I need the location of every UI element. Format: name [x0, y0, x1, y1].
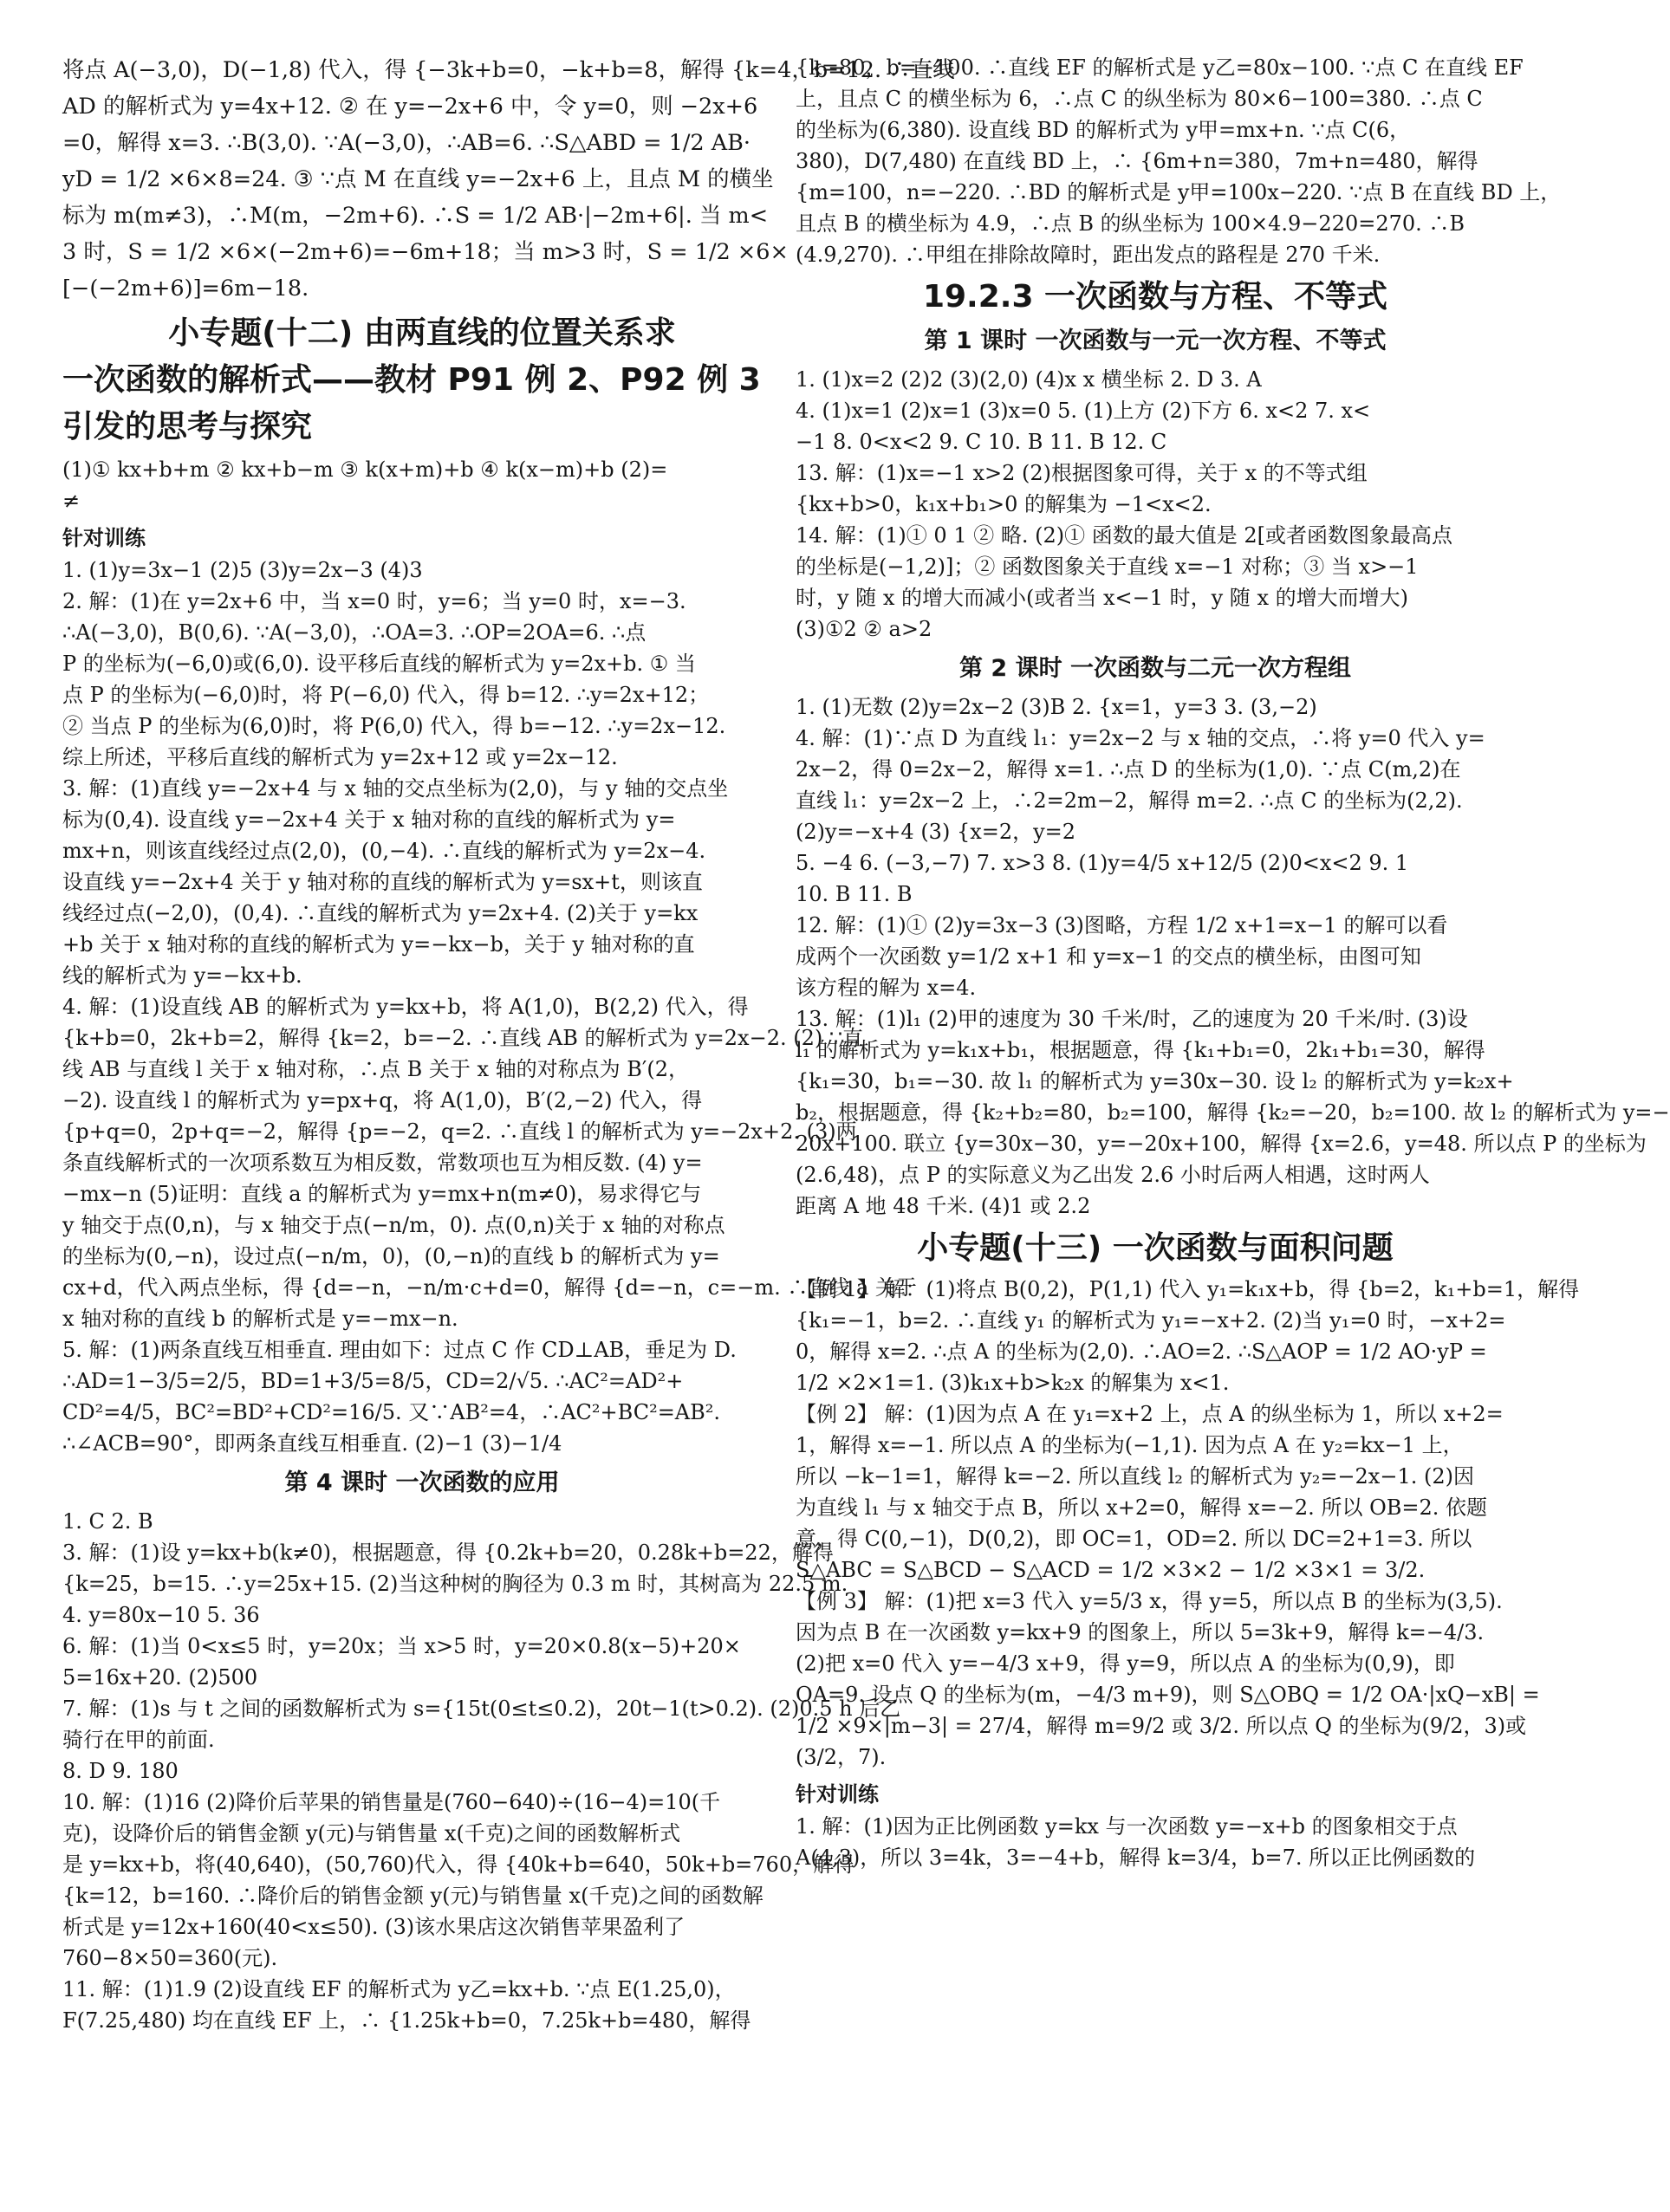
text-line: 3 时，S = 1/2 ×6×(−2m+6)=−6m+18；当 m>3 时，S = 1/2 ×6×: [62, 239, 789, 265]
text-line: 的坐标是(−1,2)]；② 函数图象关于直线 x=−1 对称；③ 当 x>−1: [796, 555, 1419, 579]
text-line: 点 P 的坐标为(−6,0)时，将 P(−6,0) 代入，得 b=12. ∴y=2x+12；: [62, 683, 710, 707]
text-line: {k₁=30，b₁=−30. 故 l₁ 的解析式为 y=30x−30. 设 l₂ 的解析式为 y=k₂x+: [796, 1069, 1514, 1093]
text-line: 直线 l₁：y=2x−2 上，∴2=2m−2，解得 m=2. ∴点 C 的坐标为(2,2).: [796, 788, 1463, 813]
right-intro: [796, 52, 1562, 270]
text-line: 是 y=kx+b，将(40,640)，(50,760)代入，得 {40k+b=640，50k+b=760，解得: [62, 1852, 855, 1877]
text-line: l₁ 的解析式为 y=k₁x+b₁，根据题意，得 {k₁+b₁=0，2k₁+b₁=30，解得: [796, 1038, 1485, 1062]
text-line: mx+n，则该直线经过点(2,0)，(0,−4). ∴直线的解析式为 y=2x−4.: [62, 839, 706, 863]
text-line: 克)，设降价后的销售金额 y(元)与销售量 x(千克)之间的函数解析式: [62, 1821, 681, 1845]
text-line: {k=12，b=160. ∴降价后的销售金额 y(元)与销售量 x(千克)之间的函数解: [62, 1884, 764, 1908]
text-line: 4. 解：(1)∵点 D 为直线 l₁：y=2x−2 与 x 轴的交点，∴将 y=0 代入 y=: [796, 726, 1485, 750]
topic13-examples: [796, 1274, 1580, 1773]
text-line: 1. (1)y=3x−1 (2)5 (3)y=2x−3 (4)3: [62, 558, 423, 582]
text-line: +b 关于 x 轴对称的直线的解析式为 y=−kx−b，关于 y 轴对称的直: [62, 932, 695, 957]
text-line: A(4,3)，所以 3=4k，3=−4+b，解得 k=3/4，b=7. 所以正比例函数的: [796, 1845, 1476, 1870]
text-line: 意，得 C(0,−1)，D(0,2)，即 OC=1，OD=2. 所以 DC=2+1=3. 所以: [796, 1527, 1472, 1551]
text-line: 10. 解：(1)16 (2)降价后苹果的销售量是(760−640)÷(16−4)=10(千: [62, 1790, 721, 1814]
text-line: ≠: [62, 489, 81, 513]
text-line: ② 当点 P 的坐标为(6,0)时，将 P(6,0) 代入，得 b=−12. ∴y=2x−12.: [62, 714, 726, 738]
text-line: P 的坐标为(−6,0)或(6,0). 设平移后直线的解析式为 y=2x+b. ① 当: [62, 652, 696, 676]
text-line: 1，解得 x=−1. 所以点 A 的坐标为(−1,1). 因为点 A 在 y₂=kx−1 上，: [796, 1433, 1464, 1457]
topic12-answers: [62, 454, 782, 516]
text-line: cx+d，代入两点坐标，得 {d=−n，−n/m·c+d=0，解得 {d=−n，c=−m. ∴直线 a 关于: [62, 1275, 917, 1300]
text-line: 骑行在甲的前面.: [62, 1728, 215, 1752]
lesson1-answers: [796, 364, 1515, 645]
text-line: (3)①2 ② a>2: [796, 617, 932, 641]
section-title-line: 引发的思考与探究: [62, 409, 313, 444]
text-line: 1/2 ×9×|m−3| = 27/4，解得 m=9/2 或 3/2. 所以点 Q 的坐标为(9/2，3)或: [796, 1714, 1527, 1738]
text-line: (4.9,270). ∴甲组在排除故障时，距出发点的路程是 270 千米.: [796, 243, 1381, 267]
lesson4-title: 第 4 课时 一次函数的应用: [284, 1469, 560, 1496]
left-intro: [62, 52, 955, 307]
text-line: F(7.25,480) 均在直线 EF 上，∴ {1.25k+b=0，7.25k+b=480，解得: [62, 2008, 751, 2033]
text-line: AD 的解析式为 y=4x+12. ② 在 y=−2x+6 中，令 y=0，则 −2x+6: [62, 94, 758, 120]
text-line: ∴AD=1−3/5=2/5，BD=1+3/5=8/5，CD=2/√5. ∴AC²=AD²+: [62, 1369, 684, 1393]
text-line: 为直线 l₁ 与 x 轴交于点 B，所以 x+2=0，解得 x=−2. 所以 OB=2. 依题: [796, 1495, 1488, 1520]
text-line: b₂，根据题意，得 {k₂+b₂=80，b₂=100，解得 {k₂=−20，b₂=100. 故 l₂ 的解析式为 y=−: [796, 1100, 1670, 1125]
right-column: [796, 52, 1670, 1878]
text-line: 13. 解：(1)l₁ (2)甲的速度为 30 千米/时，乙的速度为 20 千米/时. (3)设: [796, 1007, 1468, 1031]
text-line: 且点 B 的横坐标为 4.9，∴点 B 的纵坐标为 100×4.9−220=270. ∴B: [796, 211, 1465, 236]
text-line: 因为点 B 在一次函数 y=kx+9 的图象上，所以 5=3k+9，解得 k=−4/3.: [796, 1620, 1485, 1644]
text-line: {p+q=0，2p+q=−2，解得 {p=−2，q=2. ∴直线 l 的解析式为 y=−2x+2. (3)两: [62, 1119, 857, 1144]
text-line: CD²=4/5，BC²=BD²+CD²=16/5. 又∵AB²=4，∴AC²+BC²=AB².: [62, 1400, 721, 1424]
text-line: y 轴交于点(0,n)，与 x 轴交于点(−n/m，0). 点(0,n)关于 x 轴的对称点: [62, 1213, 725, 1237]
text-line: =0，解得 x=3. ∴B(3,0). ∵A(−3,0)，∴AB=6. ∴S△ABD = 1/2 AB·: [62, 130, 751, 156]
text-line: 1. C 2. B: [62, 1509, 153, 1534]
text-line: 7. 解：(1)s 与 t 之间的函数解析式为 s={15t(0≤t≤0.2)，20t−1(t>0.2). (2)0.5 h 后乙: [62, 1696, 901, 1721]
lesson2-title: 第 2 课时 一次函数与二元一次方程组: [959, 655, 1351, 682]
text-line: S△ABC = S△BCD − S△ACD = 1/2 ×3×2 − 1/2 ×3×1 = 3/2.: [796, 1558, 1426, 1582]
text-line: 11. 解：(1)1.9 (2)设直线 EF 的解析式为 y乙=kx+b. ∵点 E(1.25,0)，: [62, 1977, 736, 2001]
text-line: 5. −4 6. (−3,−7) 7. x>3 8. (1)y=4/5 x+12/5 (2)0<x<2 9. 1: [796, 851, 1409, 875]
text-line: 【例 2】 解：(1)因为点 A 在 y₁=x+2 上，点 A 的纵坐标为 1，所以 x+2=: [796, 1402, 1504, 1426]
text-line: 上，且点 C 的横坐标为 6，∴点 C 的纵坐标为 80×6−100=380. ∴点 C: [796, 87, 1483, 111]
text-line: 1. (1)无数 (2)y=2x−2 (3)B 2. {x=1，y=3 3. (3,−2): [796, 695, 1317, 719]
text-line: 时，y 随 x 的增大而减小(或者当 x<−1 时，y 随 x 的增大而增大): [796, 586, 1408, 610]
text-line: 线的解析式为 y=−kx+b.: [62, 963, 302, 988]
text-line: {k=25，b=15. ∴y=25x+15. (2)当这种树的胸径为 0.3 m 时，其树高为 22.5 m.: [62, 1572, 848, 1596]
training-heading: 针对训练: [62, 526, 146, 550]
text-line: −2). 设直线 l 的解析式为 y=px+q，将 A(1,0)，B′(2,−2) 代入，得: [62, 1088, 703, 1112]
text-line: OA=9. 设点 Q 的坐标为(m，−4/3 m+9)，则 S△OBQ = 1/2 OA·|xQ−xB| =: [796, 1683, 1540, 1707]
text-line: −mx−n (5)证明：直线 a 的解析式为 y=mx+n(m≠0)，易求得它与: [62, 1182, 702, 1206]
text-line: {k+b=0，2k+b=2，解得 {k=2，b=−2. ∴直线 AB 的解析式为 y=2x−2. (2) ∵直: [62, 1026, 864, 1050]
text-line: 将点 A(−3,0)，D(−1,8) 代入，得 {−3k+b=0，−k+b=8，解得 {k=4，b=12. ∴直线: [62, 57, 955, 83]
text-line: 3. 解：(1)设 y=kx+b(k≠0)，根据题意，得 {0.2k+b=20，0.28k+b=22，解得: [62, 1541, 834, 1565]
text-line: 4. 解：(1)设直线 AB 的解析式为 y=kx+b，将 A(1,0)，B(2,2) 代入，得: [62, 995, 749, 1019]
text-line: 析式是 y=12x+160(40<x≤50). (3)该水果店这次销售苹果盈利了: [62, 1915, 686, 1939]
text-line: 线 AB 与直线 l 关于 x 轴对称，∴点 B 关于 x 轴的对称点为 B′(2，: [62, 1057, 689, 1081]
text-line: 5=16x+20. (2)500: [62, 1665, 258, 1690]
text-line: 条直线解析式的一次项系数互为相反数，常数项也互为相反数. (4) y=: [62, 1151, 703, 1175]
text-line: 成两个一次函数 y=1/2 x+1 和 y=x−1 的交点的横坐标，由图可知: [796, 944, 1421, 969]
training-heading: 针对训练: [796, 1782, 879, 1807]
text-line: 12. 解：(1)① (2)y=3x−3 (3)图略，方程 1/2 x+1=x−1 的解可以看: [796, 913, 1448, 937]
text-line: {m=100，n=−220. ∴BD 的解析式是 y甲=100x−220. ∵点 B 在直线 BD 上，: [796, 180, 1562, 204]
text-line: 13. 解：(1)x=−1 x>2 (2)根据图象可得，关于 x 的不等式组: [796, 461, 1368, 485]
lesson1-title: 第 1 课时 一次函数与一元一次方程、不等式: [924, 328, 1387, 354]
text-line: {kx+b>0，k₁x+b₁>0 的解集为 −1<x<2.: [796, 492, 1212, 516]
text-line: 1. 解：(1)因为正比例函数 y=kx 与一次函数 y=−x+b 的图象相交于点: [796, 1814, 1458, 1839]
lesson2-answers: [796, 691, 1670, 1222]
text-line: {k=80，b=−100. ∴直线 EF 的解析式是 y乙=80x−100. ∵点 C 在直线 EF: [796, 55, 1524, 80]
text-line: 0，解得 x=2. ∴点 A 的坐标为(2,0). ∴AO=2. ∴S△AOP = 1/2 AO·yP =: [796, 1340, 1487, 1364]
section-title-line: 一次函数的解析式——教材 P91 例 2、P92 例 3: [62, 362, 761, 398]
text-line: 所以 −k−1=1，解得 k=−2. 所以直线 l₂ 的解析式为 y₂=−2x−1. (2)因: [796, 1464, 1474, 1489]
text-line: 14. 解：(1)① 0 1 ② 略. (2)① 函数的最大值是 2[或者函数图象最高点: [796, 523, 1452, 548]
text-line: 标为(0,4). 设直线 y=−2x+4 关于 x 轴对称的直线的解析式为 y=: [62, 808, 676, 832]
text-line: 2. 解：(1)在 y=2x+6 中，当 x=0 时，y=6；当 y=0 时，x=−3.: [62, 589, 686, 613]
text-line: 2x−2，得 0=2x−2，解得 x=1. ∴点 D 的坐标为(1,0). ∵点 C(m,2)在: [796, 757, 1461, 782]
text-line: 设直线 y=−2x+4 关于 y 轴对称的直线的解析式为 y=sx+t，则该直: [62, 870, 703, 894]
text-line: 综上所述，平移后直线的解析式为 y=2x+12 或 y=2x−12.: [62, 745, 618, 769]
topic13-title: 小专题(十三) 一次函数与面积问题: [917, 1230, 1394, 1266]
text-line: 4. (1)x=1 (2)x=1 (3)x=0 5. (1)上方 (2)下方 6. x<2 7. x<: [796, 399, 1371, 423]
text-line: yD = 1/2 ×6×8=24. ③ ∵点 M 在直线 y=−2x+6 上，且点 M 的横坐: [62, 166, 774, 192]
text-line: 线经过点(−2,0)，(0,4). ∴直线的解析式为 y=2x+4. (2)关于 y=kx: [62, 901, 699, 925]
text-line: ∴∠ACB=90°，即两条直线互相垂直. (2)−1 (3)−1/4: [62, 1431, 562, 1456]
text-line: (3/2，7).: [796, 1745, 887, 1769]
text-line: 4. y=80x−10 5. 36: [62, 1603, 260, 1627]
text-line: 【例 3】 解：(1)把 x=3 代入 y=5/3 x，得 y=5，所以点 B 的坐标为(3,5).: [796, 1589, 1503, 1613]
text-line: 380)，D(7,480) 在直线 BD 上，∴ {6m+n=380，7m+n=480，解得: [796, 149, 1478, 173]
text-line: 10. B 11. B: [796, 882, 913, 906]
section-title: 19.2.3 一次函数与方程、不等式: [922, 279, 1388, 315]
text-line: 该方程的解为 x=4.: [796, 976, 977, 1000]
text-line: 3. 解：(1)直线 y=−2x+4 与 x 轴的交点坐标为(2,0)，与 y 轴的交点坐: [62, 776, 729, 801]
text-line: {k₁=−1，b=2. ∴直线 y₁ 的解析式为 y₁=−x+2. (2)当 y₁=0 时，−x+2=: [796, 1308, 1506, 1333]
text-line: 的坐标为(6,380). 设直线 BD 的解析式为 y甲=mx+n. ∵点 C(6，: [796, 118, 1411, 142]
text-line: 【例 1】 解：(1)将点 B(0,2)，P(1,1) 代入 y₁=k₁x+b，得 {b=2，k₁+b=1，解得: [796, 1277, 1580, 1301]
text-line: ∴A(−3,0)，B(0,6). ∵A(−3,0)，∴OA=3. ∴OP=2OA=6. ∴点: [62, 620, 647, 645]
text-line: (2)y=−x+4 (3) {x=2，y=2: [796, 820, 1076, 844]
text-line: 8. D 9. 180: [62, 1759, 179, 1783]
text-line: 的坐标为(0,−n)，设过点(−n/m，0)，(0,−n)的直线 b 的解析式为 y=: [62, 1244, 720, 1268]
text-line: 5. 解：(1)两条直线互相垂直. 理由如下：过点 C 作 CD⊥AB，垂足为 D.: [62, 1338, 737, 1362]
text-line: 标为 m(m≠3)，∴M(m，−2m+6). ∴S = 1/2 AB·|−2m+6|. 当 m<: [62, 203, 769, 229]
text-line: (2.6,48)，点 P 的实际意义为乙出发 2.6 小时后两人相遇，这时两人: [796, 1163, 1430, 1187]
text-line: 760−8×50=360(元).: [62, 1946, 278, 1970]
text-line: 1. (1)x=2 (2)2 (3)(2,0) (4)x x 横坐标 2. D 3. A: [796, 367, 1262, 392]
text-line: x 轴对称的直线 b 的解析式是 y=−mx−n.: [62, 1307, 458, 1331]
text-line: (1)① kx+b+m ② kx+b−m ③ k(x+m)+b ④ k(x−m)+b (2)=: [62, 457, 668, 482]
text-line: (2)把 x=0 代入 y=−4/3 x+9，得 y=9，所以点 A 的坐标为(0,9)，即: [796, 1651, 1455, 1676]
training-answers: [796, 1811, 1515, 1873]
text-line: [−(−2m+6)]=6m−18.: [62, 276, 309, 302]
text-line: 20x+100. 联立 {y=30x−30，y=−20x+100，解得 {x=2.6，y=48. 所以点 P 的坐标为: [796, 1132, 1647, 1156]
topic12-title: [62, 312, 782, 449]
text-line: 距离 A 地 48 千米. (4)1 或 2.2: [796, 1194, 1091, 1218]
text-line: −1 8. 0<x<2 9. C 10. B 11. B 12. C: [796, 430, 1167, 454]
text-line: 1/2 ×2×1=1. (3)k₁x+b>k₂x 的解集为 x<1.: [796, 1371, 1230, 1395]
text-line: 6. 解：(1)当 0<x≤5 时，y=20x；当 x>5 时，y=20×0.8(x−5)+20×: [62, 1634, 741, 1658]
section-title-line: 小专题(十二) 由两直线的位置关系求: [168, 315, 676, 351]
